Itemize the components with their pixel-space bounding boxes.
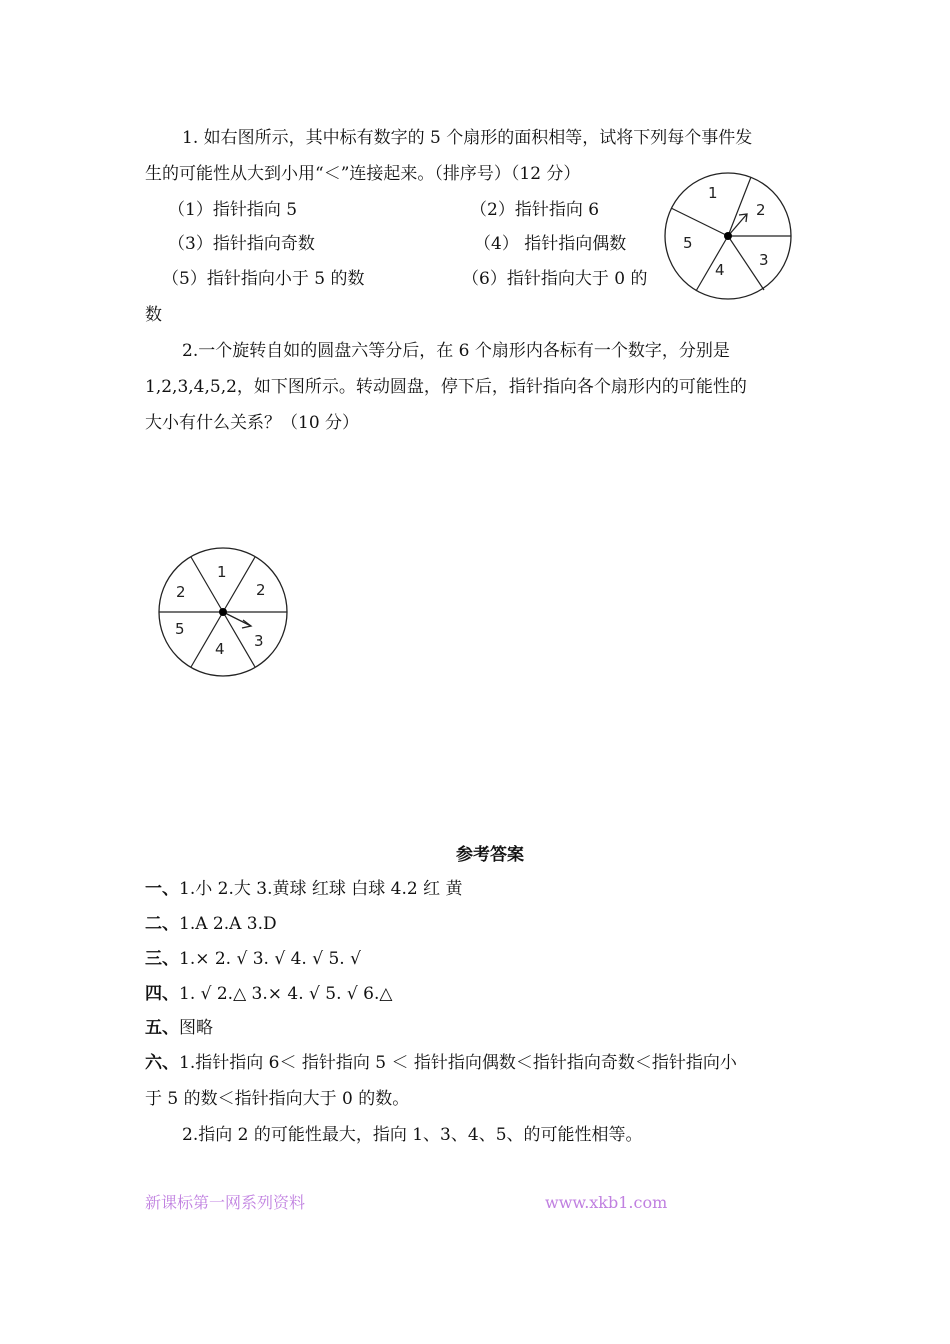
q1-line-2: 生的可能性从大到小用“＜”连接起来。（排序号）（12 分） bbox=[145, 164, 581, 184]
footer-left-text: 新课标第一网系列资料 bbox=[145, 1193, 306, 1212]
answer-3-text: 1.× 2. √ 3. √ 4. √ 5. √ bbox=[179, 949, 361, 969]
answer-3 bbox=[145, 948, 361, 970]
q1-option-2: （2）指针指向 6 bbox=[470, 200, 600, 220]
answer-4 bbox=[145, 983, 392, 1005]
spinner1-label-3: 3 bbox=[759, 251, 769, 269]
q2-line-2: 1,2,3,4,5,2，如下图所示。转动圆盘，停下后，指针指向各个扇形内的可能性的 bbox=[145, 377, 747, 397]
spinner-six-sectors bbox=[153, 542, 293, 682]
answer-6-line-3: 2.指向 2 的可能性最大，指向 1、3、4、5、的可能性相等。 bbox=[182, 1125, 643, 1145]
q1-option-3: （3）指针指向奇数 bbox=[168, 234, 315, 254]
answer-1-label: 一、 bbox=[145, 879, 179, 899]
answer-6 bbox=[145, 1052, 737, 1074]
spinner-five-sectors bbox=[658, 166, 798, 306]
q1-option-6-continued: 数 bbox=[145, 305, 162, 325]
answer-5-label: 五、 bbox=[145, 1018, 179, 1038]
answer-1-text: 1.小 2.大 3.黄球 红球 白球 4.2 红 黄 bbox=[179, 879, 463, 899]
q2-line-1: 2.一个旋转自如的圆盘六等分后，在 6 个扇形内各标有一个数字，分别是 bbox=[182, 341, 730, 361]
spinner2-label-5: 5 bbox=[175, 620, 185, 638]
footer-website-link[interactable]: www.xkb1.com bbox=[545, 1193, 668, 1212]
answer-6-line-2: 于 5 的数＜指针指向大于 0 的数。 bbox=[145, 1089, 410, 1109]
spinner2-label-2-right: 2 bbox=[256, 581, 266, 599]
answer-1 bbox=[145, 878, 463, 900]
spinner2-label-3: 3 bbox=[254, 632, 264, 650]
spinner1-label-4: 4 bbox=[715, 261, 725, 279]
answer-4-text: 1. √ 2.△ 3.× 4. √ 5. √ 6.△ bbox=[179, 984, 393, 1004]
spinner2-label-4: 4 bbox=[215, 640, 225, 658]
answer-5 bbox=[145, 1017, 213, 1039]
q1-line-1: 1. 如右图所示，其中标有数字的 5 个扇形的面积相等，试将下列每个事件发 bbox=[182, 128, 753, 148]
q1-option-6: （6）指针指向大于 0 的 bbox=[462, 269, 648, 289]
spinner1-label-1: 1 bbox=[708, 184, 718, 202]
spinner1-label-2: 2 bbox=[756, 201, 766, 219]
q1-option-4: （4） 指针指向偶数 bbox=[474, 234, 627, 254]
answer-6-label: 六、 bbox=[145, 1053, 179, 1073]
q1-option-5: （5）指针指向小于 5 的数 bbox=[162, 269, 365, 289]
answers-title: 参考答案 bbox=[456, 845, 524, 865]
answer-4-label: 四、 bbox=[145, 984, 179, 1004]
answer-2-text: 1.A 2.A 3.D bbox=[179, 914, 277, 934]
answer-3-label: 三、 bbox=[145, 949, 179, 969]
answer-2 bbox=[145, 913, 277, 935]
spinner2-label-2-left: 2 bbox=[176, 583, 186, 601]
answer-5-text: 图略 bbox=[179, 1018, 213, 1038]
spinner2-label-1: 1 bbox=[217, 563, 227, 581]
answer-6-text-1: 1.指针指向 6＜ 指针指向 5 ＜ 指针指向偶数＜指针指向奇数＜指针指向小 bbox=[179, 1053, 737, 1073]
answer-2-label: 二、 bbox=[145, 914, 179, 934]
spinner1-label-5: 5 bbox=[683, 234, 693, 252]
q1-option-1: （1）指针指向 5 bbox=[168, 200, 298, 220]
q2-line-3: 大小有什么关系？（10 分） bbox=[145, 413, 360, 433]
